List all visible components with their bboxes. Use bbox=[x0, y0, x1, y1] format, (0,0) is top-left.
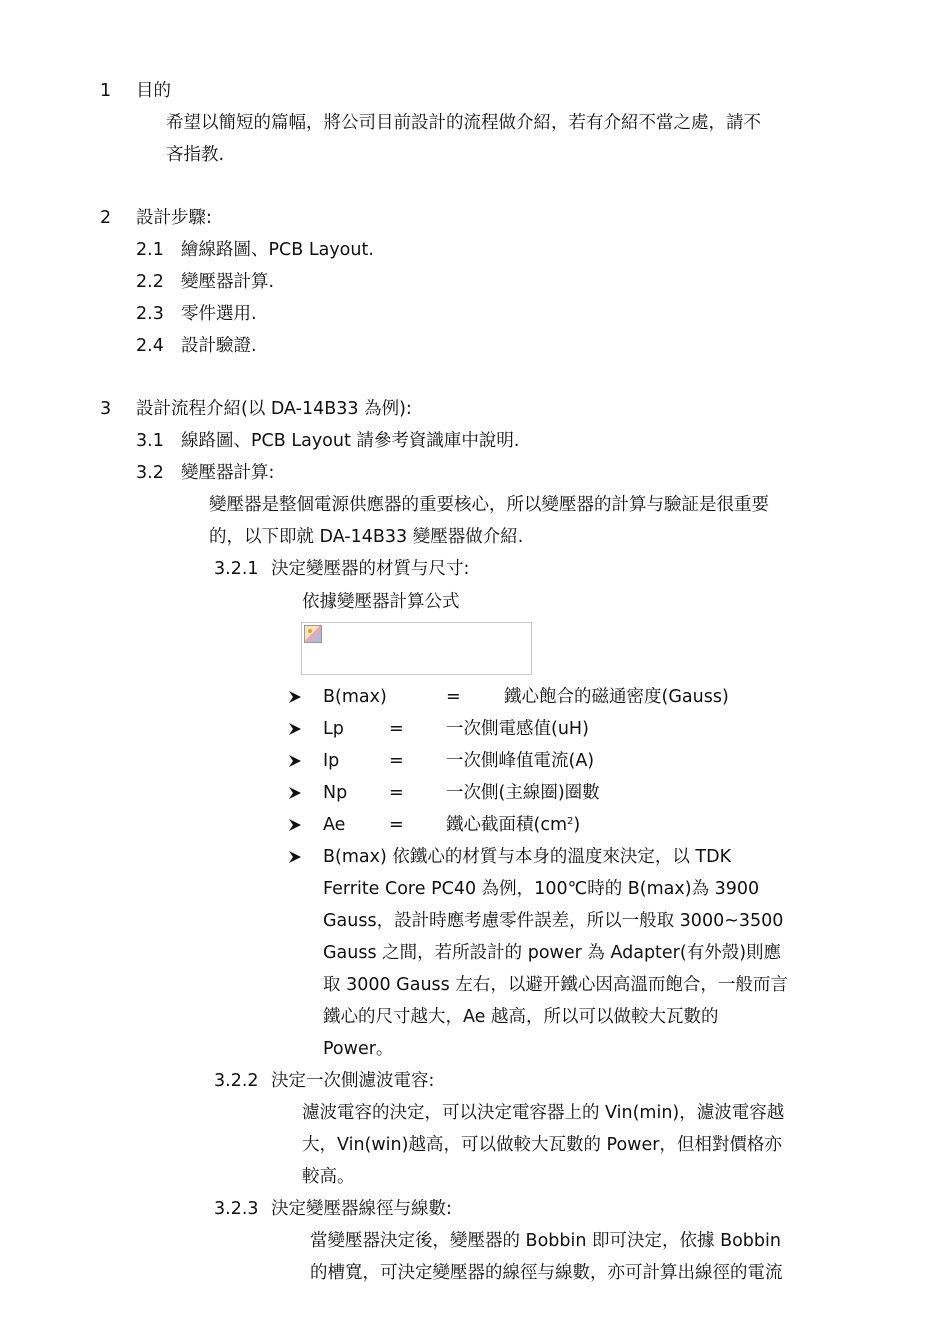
paragraph-line: 希望以簡短的篇幅，將公司目前設計的流程做介紹，若有介紹不當之處，請不 bbox=[166, 113, 761, 133]
bullet-symbol: B(max) bbox=[323, 687, 387, 707]
bullet-description: 鐵心飽合的磁通密度(Gauss) bbox=[504, 687, 729, 707]
section-title: 目的 bbox=[136, 81, 171, 101]
bullet-equals: = bbox=[446, 687, 461, 707]
subsection-number: 2.1 bbox=[136, 240, 164, 260]
arrow-bullet-icon bbox=[288, 850, 302, 864]
bullet-symbol: Lp bbox=[323, 719, 344, 739]
subsection-title: 變壓器計算: bbox=[181, 463, 275, 483]
paragraph-line: 較高。 bbox=[302, 1167, 355, 1187]
bullet-symbol: Ip bbox=[323, 751, 340, 771]
section-number: 1 bbox=[100, 81, 112, 101]
note-line: B(max) 依鐵心的材質与本身的溫度來決定，以 TDK bbox=[323, 847, 732, 867]
list-item: 設計驗證. bbox=[181, 336, 257, 356]
bullet-description-tail: ) bbox=[573, 815, 581, 835]
broken-image-icon bbox=[304, 625, 322, 643]
section-number: 3 bbox=[100, 399, 112, 419]
list-item: 繪線路圖、PCB Layout. bbox=[181, 240, 374, 260]
note-line: Gauss，設計時應考慮零件誤差，所以一般取 3000~3500 bbox=[323, 911, 784, 931]
list-item: 變壓器計算. bbox=[181, 272, 275, 292]
section-number: 2 bbox=[100, 208, 112, 228]
arrow-bullet-icon bbox=[288, 818, 302, 832]
bullet-equals: = bbox=[389, 783, 404, 803]
note-line: 鐵心的尺寸越大，Ae 越高，所以可以做較大瓦數的 bbox=[323, 1007, 719, 1027]
bullet-equals: = bbox=[389, 751, 404, 771]
list-item: 零件選用. bbox=[181, 304, 257, 324]
note-line: Ferrite Core PC40 為例，100℃時的 B(max)為 3900 bbox=[323, 879, 760, 899]
subsection-title: 線路圖、PCB Layout 請參考資識庫中說明. bbox=[181, 431, 520, 451]
paragraph-line: 的槽寬，可決定變壓器的線徑与線數，亦可計算出線徑的電流 bbox=[310, 1263, 783, 1283]
bullet-equals: = bbox=[389, 719, 404, 739]
bullet-description bbox=[446, 813, 580, 837]
subsubsection-number: 3.2.1 bbox=[214, 559, 259, 579]
section-title: 設計流程介紹(以 DA-14B33 為例): bbox=[136, 399, 412, 419]
subsubsection-title: 決定變壓器線徑与線數: bbox=[271, 1199, 452, 1219]
bullet-equals: = bbox=[389, 815, 404, 835]
paragraph-line: 大，Vin(win)越高，可以做較大瓦數的 Power，但相對價格亦 bbox=[302, 1135, 782, 1155]
bullet-description: 一次側峰值電流(A) bbox=[446, 751, 595, 771]
note-line: Gauss 之間，若所設計的 power 為 Adapter(有外殼)則應 bbox=[323, 943, 782, 963]
section-title: 設計步驟: bbox=[136, 208, 212, 228]
subsubsection-title: 決定變壓器的材質与尺寸: bbox=[271, 559, 470, 579]
subsubsection-number: 3.2.3 bbox=[214, 1199, 259, 1219]
superscript: 2 bbox=[567, 816, 574, 827]
paragraph-line: 變壓器是整個電源供應器的重要核心，所以變壓器的計算与驗証是很重要 bbox=[209, 495, 769, 515]
paragraph-line: 濾波電容的決定，可以決定電容器上的 Vin(min)，濾波電容越 bbox=[302, 1103, 785, 1123]
paragraph-line: 的，以下即就 DA-14B33 變壓器做介紹. bbox=[209, 527, 524, 547]
subsection-number: 2.4 bbox=[136, 336, 164, 356]
bullet-symbol: Np bbox=[323, 783, 348, 803]
bullet-description: 一次側(主線圈)圈數 bbox=[446, 783, 600, 803]
note-line: Power。 bbox=[323, 1039, 394, 1059]
subsection-number: 3.2 bbox=[136, 463, 164, 483]
arrow-bullet-icon bbox=[288, 786, 302, 800]
subsubsection-title: 決定一次側濾波電容: bbox=[271, 1071, 435, 1091]
bullet-description-text: 鐵心截面積(cm bbox=[446, 815, 567, 835]
bullet-description: 一次側電感值(uH) bbox=[446, 719, 589, 739]
formula-image bbox=[301, 622, 532, 675]
formula-caption: 依據變壓器計算公式 bbox=[302, 592, 460, 612]
paragraph-line: 當變壓器決定後，變壓器的 Bobbin 即可決定，依據 Bobbin bbox=[310, 1231, 781, 1251]
arrow-bullet-icon bbox=[288, 722, 302, 736]
arrow-bullet-icon bbox=[288, 754, 302, 768]
arrow-bullet-icon bbox=[288, 690, 302, 704]
subsubsection-number: 3.2.2 bbox=[214, 1071, 259, 1091]
subsection-number: 2.2 bbox=[136, 272, 164, 292]
paragraph-line: 吝指教. bbox=[166, 145, 225, 165]
bullet-symbol: Ae bbox=[323, 815, 346, 835]
subsection-number: 2.3 bbox=[136, 304, 164, 324]
subsection-number: 3.1 bbox=[136, 431, 164, 451]
note-line: 取 3000 Gauss 左右，以避开鐵心因高溫而飽合，一般而言 bbox=[323, 975, 788, 995]
